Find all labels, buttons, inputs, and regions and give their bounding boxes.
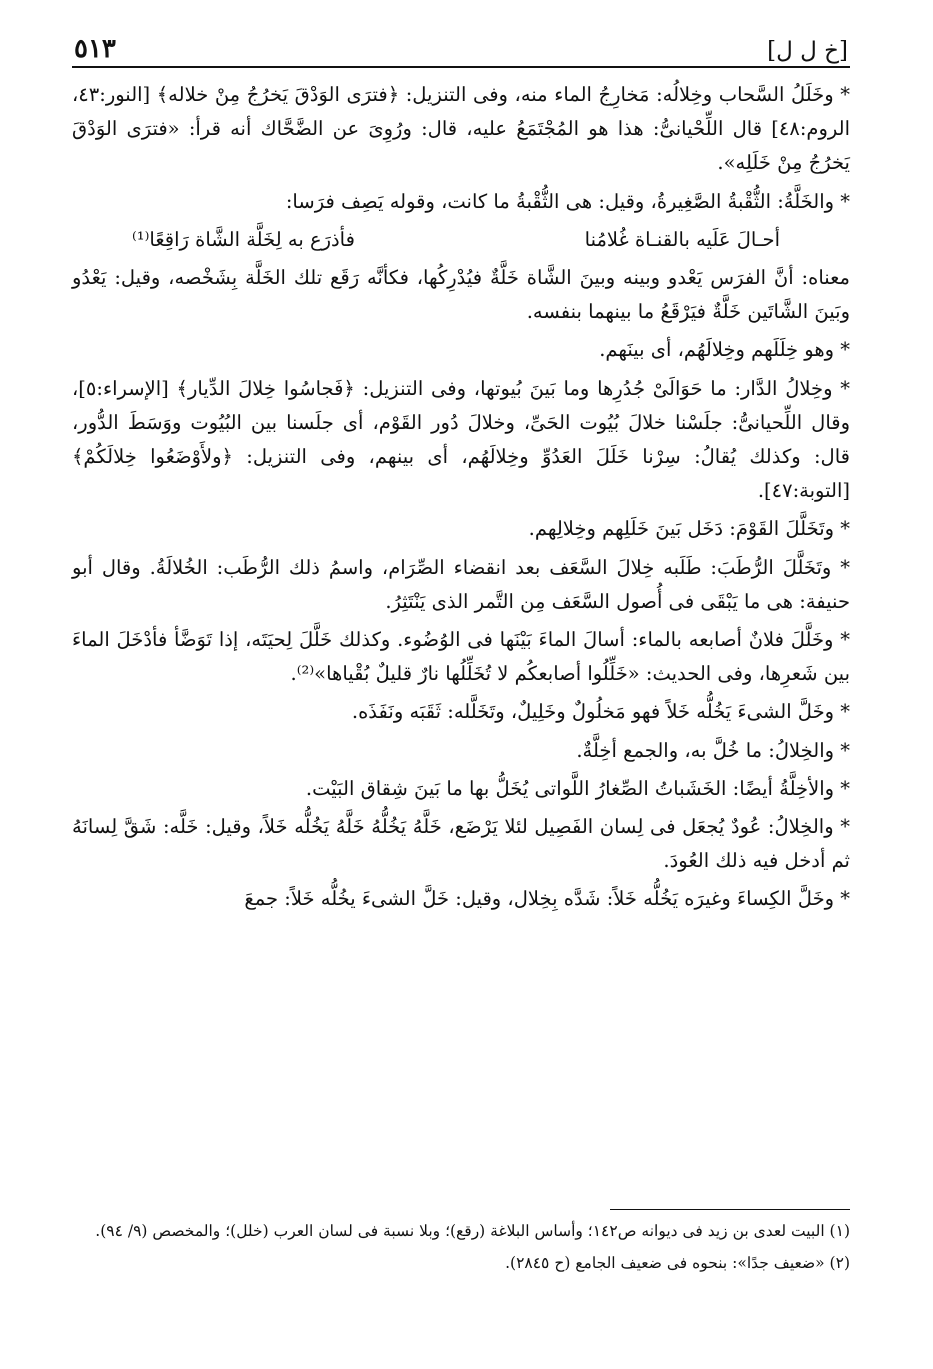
paragraph: * وخَلَلُ السَّحاب وخِلالُه: مَخارِجُ الماء منه، وفى التنزيل: ﴿فترَى الوَدْقَ يَخرُجُ مِنْ خلاله﴾ [النور:٤٣، الروم:٤٨] قال اللِّحْيانىُّ: هذا هو المُجْتَمَعُ عليه، قال: ورُوِىَ عن الضَّحَّاك أنه قرأ: «فترَى الوَدْقَ يَخرُجُ مِنْ خَلَلِه». [72,83,850,175]
paragraph: * وتَخَلَّلَ القَوْمَ: دَخَل بَينَ خَلَلِهم وخِلالِهم. [528,517,850,541]
paragraph: * وخِلالُ الدَّار: ما حَوَالَىْ جُدُرِها وما بَينَ بُيوتها، وفى التنزيل: ﴿فَجاسُوا خِلالَ الدِّيار﴾ [الإسراء:٥]، وقال اللِّحيانىُّ: جلَسْنا خلالَ بُيُوت الحَىِّ، وخلالَ دُور القَوْم، أى جلَسنا بين البُيُوت ووَسَطَ الدُّور، قال: وكذلك يُقالُ: سِرْنا خَلَلَ العَدُوِّ وخِلالَهُم، أى بينهم، وفى التنزيل: ﴿ولأَوْضَعُوا خِلالَكُمْ﴾ [التوبة:٤٧]. [72,376,850,503]
paragraph: معناه: أنَّ الفرَس يَعْدو وبينه وبينَ الشَّاة خَلَّةٌ فيُدْرِكُها، فكأنَّه رَقَع تلك الخَلَّة بِشَخْصه، وقيل: يَعْدُو وبَينَ الشَّاتَين خَلَّةٌ فيَرْقَعُ ما بينهما بنفسه. [72,266,850,324]
footnote: (١) البيت لعدى بن زيد فى ديوانه ص١٤٢؛ وأساس البلاغة (رقع)؛ وبلا نسبة فى لسان العرب (خلل)؛ والمخصص (٩/ ٩٤). [95,1222,850,1240]
page-number: ٥١٣ [74,34,116,64]
footnote-divider [610,1209,850,1210]
footnote: (٢) «ضعيف جدًا»: بنحوه فى ضعيف الجامع (ح ٢٨٤٥). [505,1254,850,1272]
poetry-verse [72,223,850,257]
paragraph: * وخَلَّ الكِساءَ وغيرَه يَخُلُّه خَلاً: شَدَّه بِخِلال، وقيل: خَلَّ الشىءَ يخُلُّه خَلاً: جمعَ [244,887,850,911]
paragraph: * والخِلالُ: ما خُلَّ به، والجمع أخِلَّةٌ. [576,738,850,762]
footnotes-section [72,1209,850,1282]
paragraph: * والخَلَّةُ: الثُّقْبةُ الصَّغِيرةُ، وقيل: هى الثُّقْبةُ ما كانت، وقوله يَصِف فرَسا: [285,189,850,213]
page-header [72,26,850,68]
paragraph: * والأخِلَّةُ أيضًا: الخَشَباتُ الصِّغارُ اللَّواتى يُخَلُّ بها ما بَينَ شِقاق البَيْت. [305,776,850,800]
paragraph: * وهو خِلَلَهم وخِلالَهُم، أى بينَهم. [599,338,850,362]
book-page [72,26,850,1346]
verse-first-hemistich: أحـالَ عَلَيه بالقنـاة غُلامُنا [584,227,780,251]
main-text [72,78,850,917]
paragraph: * وتَخَلَّلَ الرُّطَبَ: طَلَبه خِلالَ السَّعَف بعد انقضاء الصِّرَام، واسمُ ذلك الرُّطَب: الخُلالَةُ. وقال أبو حنيفة: هى ما يَبْقَى فى أُصول السَّعَف مِن التَّمر الذى يَنْتَثِرُ. [72,555,850,613]
root-letters-label: [خ ل ل] [767,38,848,64]
paragraph: * وخَلَّلَ فلانٌ أصابعه بالماء: أسالَ الماءَ بَيْنَها فى الوُضُوء. وكذلك خَلَّلَ لِحيَتَه، إذا تَوَضَّأ فأدْخَلَ الماءَ بين شَعرِها، وفى الحديث: «خَلِّلُوا أصابعكُم لا تُخَلِّلُها نارٌ قليلٌ بُقْياها»⁽²⁾. [72,628,850,686]
paragraph: * والخِلالُ: عُودٌ يُجعَل فى لِسان الفَصِيل لئلا يَرْضَع، خَلَّهُ يَخُلُّهُ خَلَّهُ يَخُلُّه خَلاً، وقيل: خَلَّه: شَقَّ لِسانَهُ ثم أدخل فيه ذلك العُودَ. [72,815,850,873]
verse-second-hemistich: فأذرَع به لِخَلَّة الشَّاة رَاقِعًا⁽¹⁾ [132,227,355,251]
paragraph: * وخَلَّ الشىءَ يَخُلُّه خَلاً فهو مَخلُولٌ وخَلِيلٌ، وتَخَلَّله: ثَقَبَه ونَفَذَه. [351,700,850,724]
